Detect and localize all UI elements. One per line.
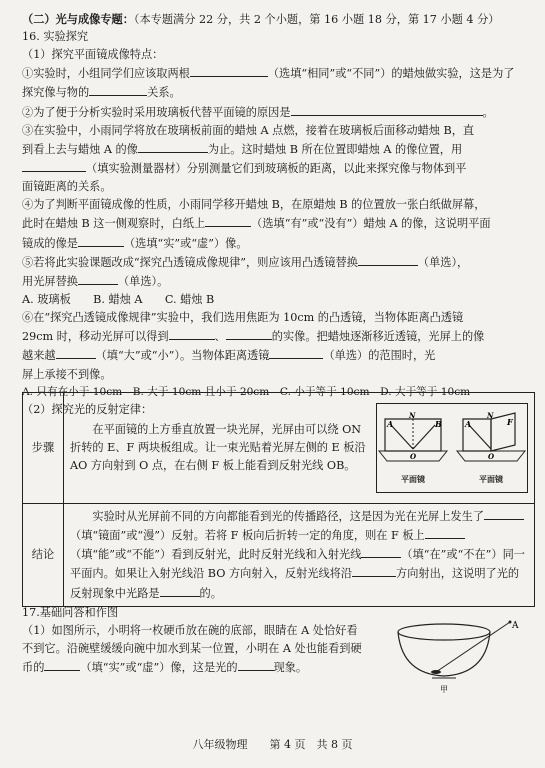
bowl-figure bbox=[392, 618, 520, 696]
answer-blank[interactable] bbox=[138, 140, 208, 153]
q16-part1-title: （1）探究平面镜成像特点： bbox=[22, 48, 164, 62]
answer-blank[interactable] bbox=[89, 83, 147, 96]
answer-blank[interactable] bbox=[22, 159, 86, 172]
answer-blank[interactable] bbox=[361, 545, 401, 558]
q16-item-5-options: A. 玻璃板 B. 蜡烛 A C. 蜡烛 B bbox=[22, 292, 215, 306]
answer-blank[interactable] bbox=[352, 564, 396, 577]
q17-part1: （1）如图所示，小明将一枚硬币放在碗的底部，眼睛在 A 处恰好看 不到它。沿碗壁缓缓向碗中加水到某一位置，小明在 A 处也能看到硬 币的 （填“实”或“虚”）像，这是光的 现象。 bbox=[22, 624, 362, 675]
conclusion-text: 实验时从光屏前不同的方向都能看到光的传播路径，这是因为光在光屏上发生了（填“镜面”或“漫”）反射。若将 F 板向后折转一定的角度，则在 F 板上（填“能”或“不能”）看到反射光，此时反射光线和入射光线 （填“在”或“不在”）同一平面内。如果让入射光线沿 BO 方向射入，反射光线将沿 方向射出，这说明了光的反射现象中光路是 的。 bbox=[64, 504, 535, 607]
answer-blank[interactable] bbox=[169, 327, 215, 340]
answer-blank[interactable] bbox=[269, 346, 323, 359]
section-meta: （本专题满分 22 分，共 2 个小题，第 16 小题 18 分，第 17 小题 4 分） bbox=[133, 13, 500, 26]
question-16 bbox=[22, 28, 533, 419]
answer-blank[interactable] bbox=[160, 584, 200, 597]
answer-blank[interactable] bbox=[78, 234, 124, 247]
answer-blank[interactable] bbox=[291, 103, 483, 116]
svg-text:F: F bbox=[507, 416, 513, 427]
table-row-steps bbox=[23, 393, 535, 504]
svg-text:O: O bbox=[410, 451, 417, 461]
figure-flat-caption: 平面镜 bbox=[401, 473, 425, 484]
steps-text: 在平面镜的上方垂直放置一块光屏，光屏由可以绕 ON 折转的 E、F 两块板组成。让一束光贴着光屏左侧的 E 板沿 AO 方向射到 O 点，在右侧 F 板上能看到反射光线 OB。 bbox=[70, 422, 366, 473]
q16-item-2: ②为了便于分析实验时采用玻璃板代替平面镜的原因是 。 bbox=[22, 103, 533, 122]
q16-item-6-options: A. 只有在小于 10cm B. 大于 10cm 且小于 20cm C. 小于等于 10cm D. 大于等于 10cm bbox=[22, 385, 471, 398]
answer-blank[interactable] bbox=[238, 658, 274, 671]
q17-title: 17.基础问答和作图 bbox=[22, 606, 119, 619]
conclusion-label: 结论 bbox=[23, 504, 64, 607]
answer-blank[interactable] bbox=[56, 346, 96, 359]
reflection-figures bbox=[376, 403, 528, 493]
point-a-label: A bbox=[512, 621, 519, 631]
answer-blank[interactable] bbox=[425, 526, 465, 539]
figure-folded-caption: 平面镜 bbox=[479, 473, 503, 484]
question-17 bbox=[22, 604, 395, 678]
page-footer: 八年级物理 第 4 页 共 8 页 bbox=[192, 738, 353, 751]
answer-blank[interactable] bbox=[484, 507, 524, 520]
svg-text:A: A bbox=[465, 418, 472, 429]
steps-label: 步骤 bbox=[23, 393, 64, 504]
reflection-table bbox=[22, 392, 535, 607]
svg-text:N: N bbox=[487, 410, 494, 420]
section-label: （二）光与成像专题： bbox=[22, 12, 134, 26]
answer-blank[interactable] bbox=[358, 253, 418, 266]
figure-folded-screen bbox=[455, 411, 527, 486]
table-row-conclusion bbox=[23, 504, 535, 607]
svg-text:O: O bbox=[488, 451, 495, 461]
bowl-caption: 甲 bbox=[440, 685, 448, 694]
flat-screen-diagram bbox=[377, 411, 449, 469]
q16-item-4: ④为了判断平面镜成像的性质，小雨同学移开蜡烛 B，在原蜡烛 B 的位置放一张白纸做屏幕， 此时在蜡烛 B 这一侧观察时，白纸上 （选填“有”或“没有”）蜡烛 A 的像，这说明平面 镜成的像是 （选填“实”或“虚”）像。 bbox=[22, 198, 491, 250]
svg-text:N: N bbox=[409, 410, 416, 420]
q16-item-3: ③在实验中，小雨同学将放在玻璃板前面的蜡烛 A 点燃，接着在玻璃板后面移动蜡烛 B，直 到看上去与蜡烛 A 的像 为止。这时蜡烛 B 所在位置即蜡烛 A 的像位置，用 （填实验测量器材）分别测量它们到玻璃板的距离，以此来探究像与物体到平 面镜距离的关系。 bbox=[22, 123, 475, 194]
q16-item-5: ⑤若将此实验课题改成“探究凸透镜成像规律”，则应该用凸透镜替换 （单选）， 用光屏替换 （单选）。 bbox=[22, 253, 533, 291]
q16-title: 16. 实验探究 bbox=[22, 30, 89, 43]
folded-screen-diagram bbox=[455, 411, 527, 469]
q16-item-1: ①实验时，小组同学们应该取两根 （选填“相同”或“不同”）的蜡烛做实验，这是为了 探究像与物的 关系。 bbox=[22, 64, 533, 102]
section-title bbox=[22, 10, 535, 29]
q16-part2-title: （2）探究光的反射定律： bbox=[22, 402, 153, 416]
answer-blank[interactable] bbox=[44, 658, 80, 671]
answer-blank[interactable] bbox=[78, 272, 118, 285]
svg-text:A: A bbox=[387, 418, 394, 429]
answer-blank[interactable] bbox=[226, 327, 272, 340]
answer-blank[interactable] bbox=[205, 214, 251, 227]
answer-blank[interactable] bbox=[190, 64, 268, 77]
bowl-coin-diagram bbox=[392, 618, 520, 696]
figure-flat-screen bbox=[377, 411, 449, 486]
svg-text:B: B bbox=[435, 418, 442, 429]
q16-item-6: ⑥在“探究凸透镜成像规律”实验中，我们选用焦距为 10cm 的凸透镜，当物体距离凸透镜 29cm 时，移动光屏可以得到 、 的实像。把蜡烛逐渐移近透镜，光屏上的像 越来越 （填“大”或“小”）。当物体距离透镜 （单选）的范围时，光 屏上承接不到像。 bbox=[22, 311, 485, 381]
